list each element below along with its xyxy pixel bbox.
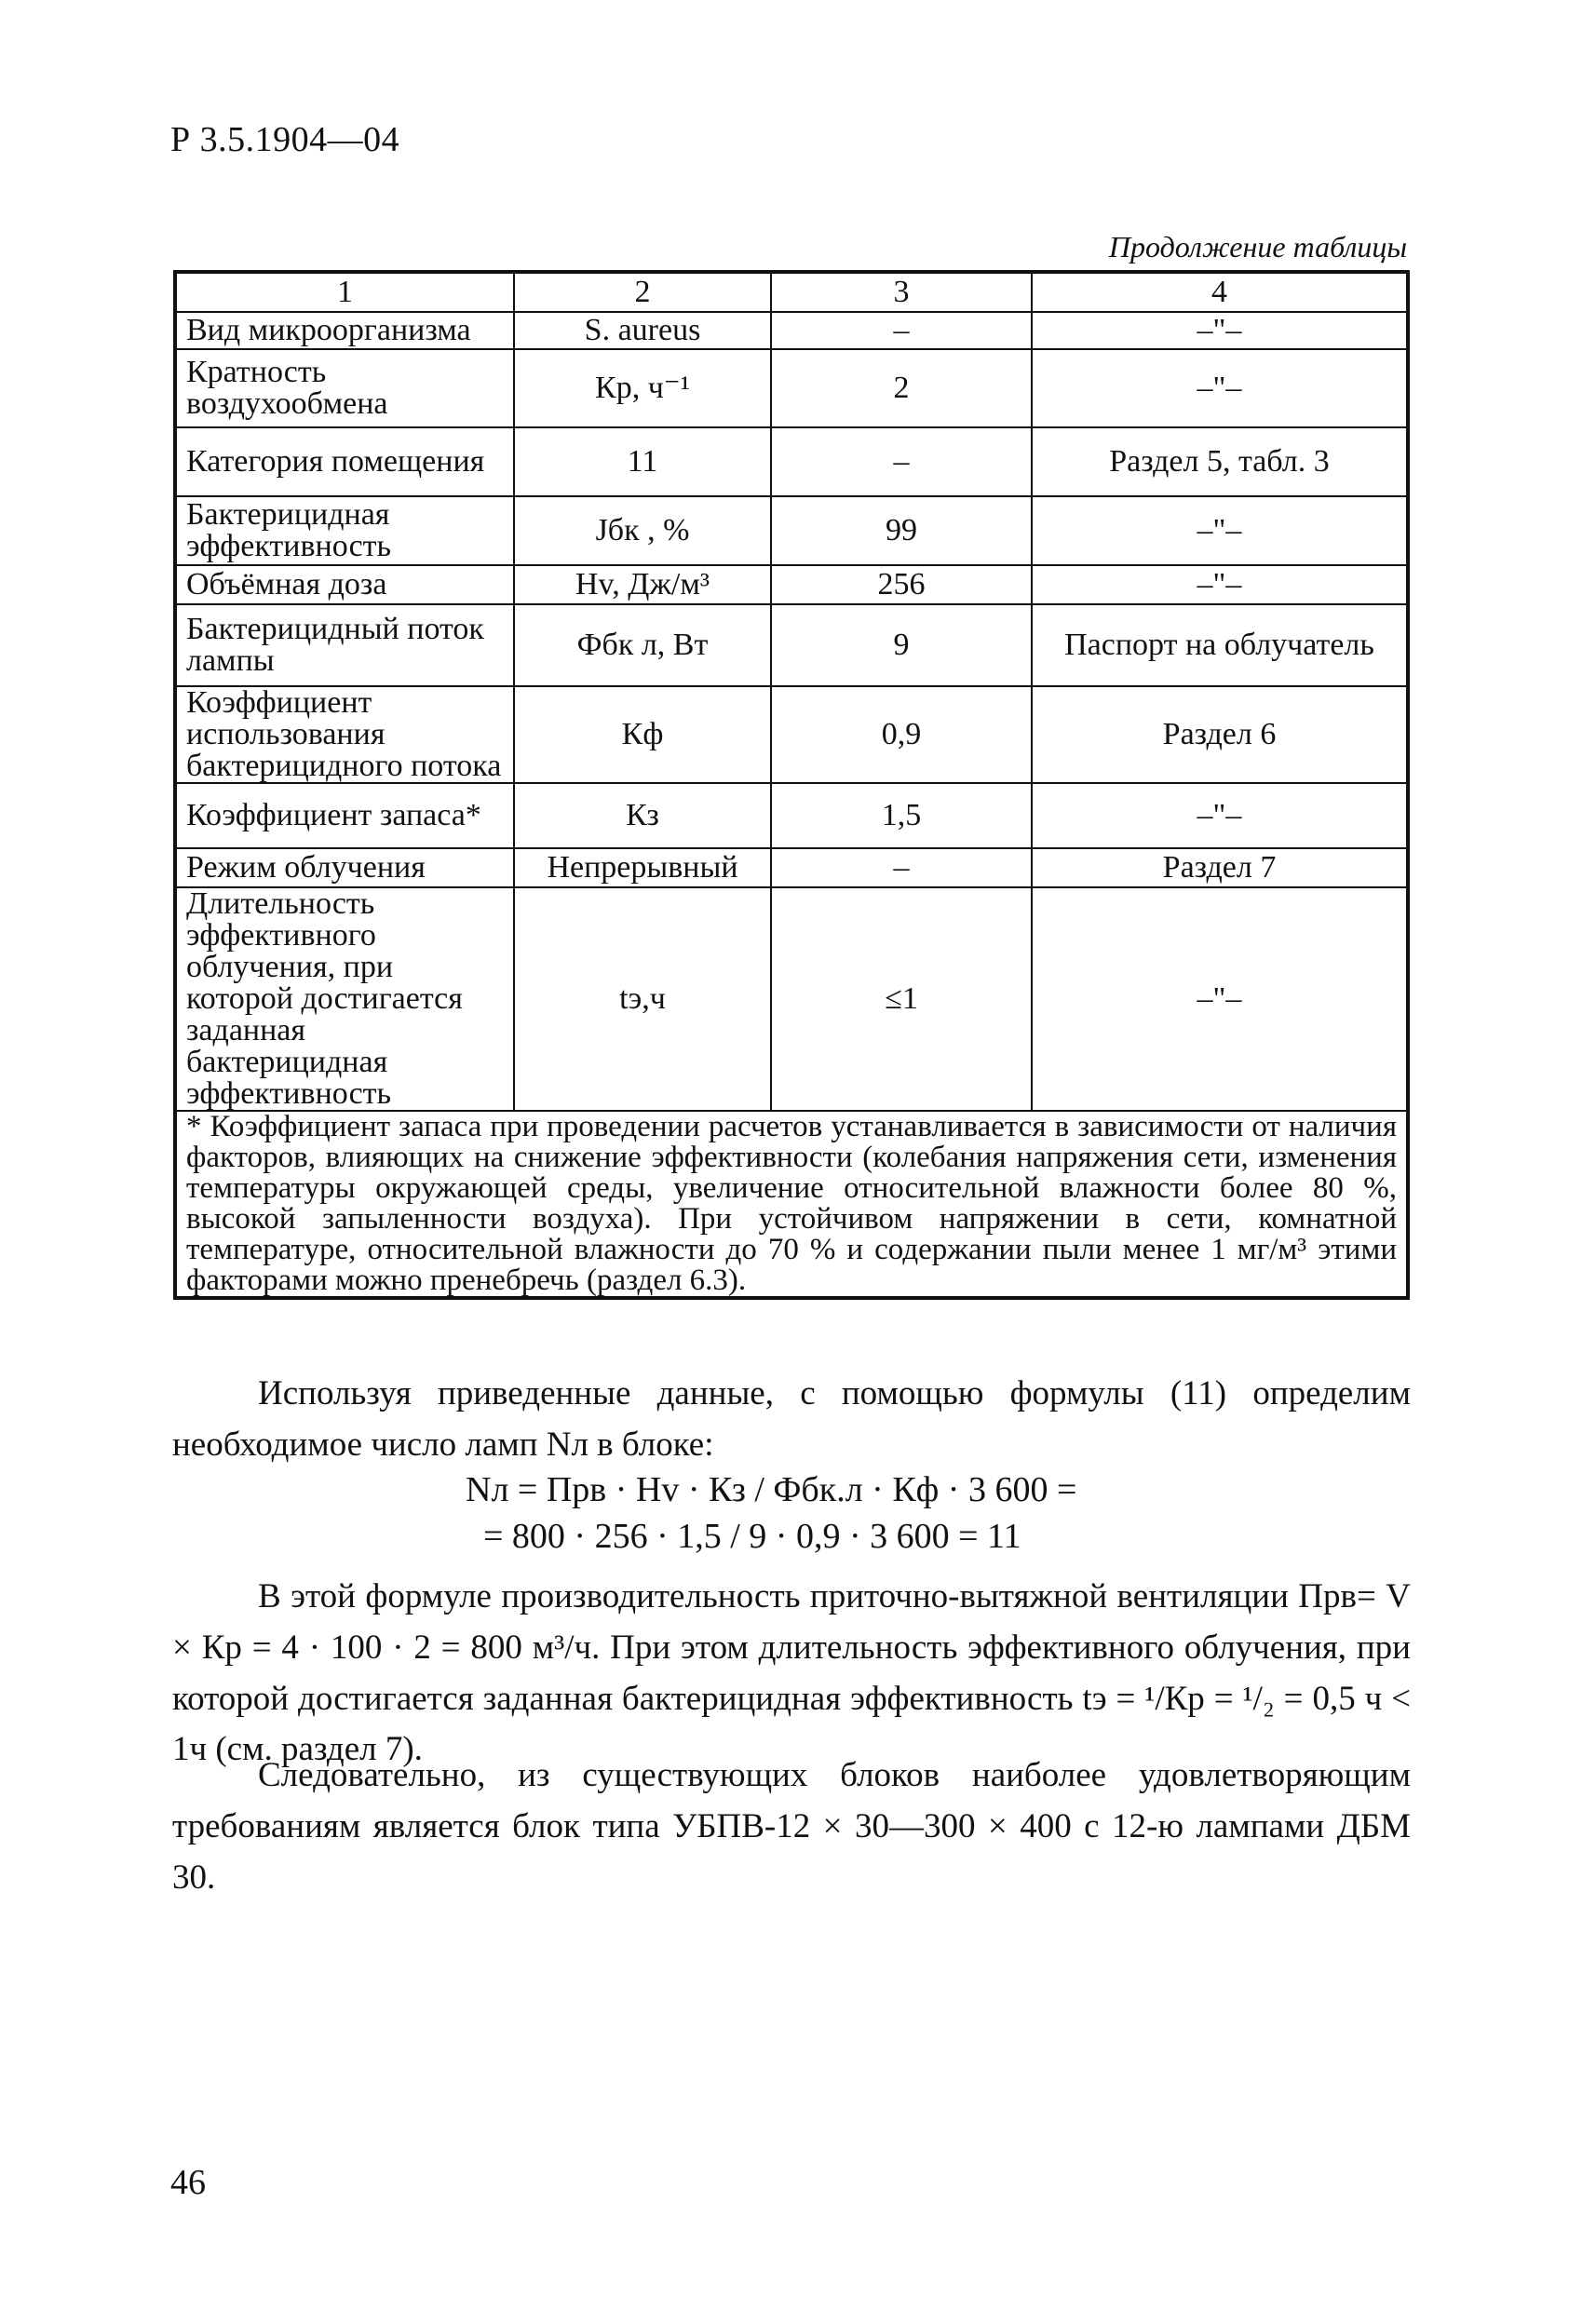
param-symbol: S. aureus — [514, 312, 771, 349]
document-code: Р 3.5.1904—04 — [170, 120, 400, 159]
column-header: 3 — [771, 272, 1032, 312]
table-row — [175, 686, 1408, 783]
param-symbol: Фбк л, Вт — [514, 604, 771, 686]
param-source: Паспорт на облучатель — [1032, 604, 1408, 686]
table-row — [175, 783, 1408, 848]
param-symbol: 11 — [514, 427, 771, 496]
param-symbol: Кз — [514, 783, 771, 848]
param-symbol: Jбк , % — [514, 496, 771, 565]
table-footnote: * Коэффициент запаса при проведении расчетов устанавливается в зависимости от наличия факторов, влияющих на снижение эффективности (колебания напряжения сети, изменения температуры окружающей среды, увеличение относительной влажности более 80 %, высокой запыленности воздуха). При устойчивом напряжении в сети, комнатной температуре, относительной влажности до 70 % и содержании пыли менее 1 мг/м³ этими факторами можно пренебречь (раздел 6.3). — [175, 1111, 1408, 1298]
param-value: 1,5 — [771, 783, 1032, 848]
param-name: Коэффициент использования бактерицидного потока — [175, 686, 514, 783]
table-row — [175, 312, 1408, 349]
param-name: Категория помещения — [175, 427, 514, 496]
param-name: Бактерицидный поток лампы — [175, 604, 514, 686]
param-value: – — [771, 312, 1032, 349]
param-source: –"– — [1032, 349, 1408, 427]
param-value: 99 — [771, 496, 1032, 565]
param-source: Раздел 6 — [1032, 686, 1408, 783]
table-row — [175, 427, 1408, 496]
paragraph: Следовательно, из существующих блоков наиболее удовлетворяющим требованиям является блок типа УБПВ-12 × 30—300 × 400 с 12-ю лампами ДБМ 30. — [172, 1756, 1411, 1897]
column-header: 4 — [1032, 272, 1408, 312]
param-source: –"– — [1032, 887, 1408, 1111]
table-continuation-label: Продолжение таблицы — [1108, 230, 1407, 264]
param-value: 256 — [771, 565, 1032, 604]
column-header: 2 — [514, 272, 771, 312]
parameters-table — [173, 270, 1410, 1300]
param-name: Кратность воздухообмена — [175, 349, 514, 427]
table-row — [175, 496, 1408, 565]
table-row — [175, 848, 1408, 887]
param-symbol: Hv, Дж/м³ — [514, 565, 771, 604]
param-source: –"– — [1032, 565, 1408, 604]
param-value: – — [771, 427, 1032, 496]
param-symbol: Кр, ч⁻¹ — [514, 349, 771, 427]
formula-line: = 800 · 256 · 1,5 / 9 · 0,9 · 3 600 = 11 — [483, 1517, 1021, 1556]
param-source: –"– — [1032, 496, 1408, 565]
param-name: Объёмная доза — [175, 565, 514, 604]
param-source: Раздел 7 — [1032, 848, 1408, 887]
param-symbol: Непрерывный — [514, 848, 771, 887]
param-source: Раздел 5, табл. 3 — [1032, 427, 1408, 496]
paragraph: В этой формуле производительность приточно-вытяжной вентиляции Прв= V × Кр = 4 · 100 · 2 = 800 м³/ч. При этом длительность эффективного облучения, при которой достигается заданная бактерицидная эффективность tэ = ¹/Кр = ¹/₂ = 0,5 ч < 1ч (см. раздел 7). — [172, 1577, 1411, 1769]
param-name: Режим облучения — [175, 848, 514, 887]
param-source: –"– — [1032, 783, 1408, 848]
param-name: Бактерицидная эффективность — [175, 496, 514, 565]
table-row — [175, 887, 1408, 1111]
param-symbol: Кф — [514, 686, 771, 783]
table-header-row — [175, 272, 1408, 312]
param-value: ≤1 — [771, 887, 1032, 1111]
param-source: –"– — [1032, 312, 1408, 349]
table-row — [175, 565, 1408, 604]
param-name: Длительность эффективного облучения, при которой достигается заданная бактерицидная эффективность — [175, 887, 514, 1111]
param-value: 9 — [771, 604, 1032, 686]
param-symbol: tэ,ч — [514, 887, 771, 1111]
formula-line: Nл = Прв · Hv · Кз / Фбк.л · Кф · 3 600 = — [466, 1470, 1077, 1509]
footnote-row — [175, 1111, 1408, 1298]
column-header: 1 — [175, 272, 514, 312]
param-value: 2 — [771, 349, 1032, 427]
table-row — [175, 349, 1408, 427]
param-name: Коэффициент запаса* — [175, 783, 514, 848]
paragraph: Используя приведенные данные, с помощью формулы (11) определим необходимое число ламп Nл в блоке: — [172, 1374, 1411, 1464]
page-number: 46 — [170, 2163, 206, 2202]
param-name: Вид микроорганизма — [175, 312, 514, 349]
param-value: – — [771, 848, 1032, 887]
param-value: 0,9 — [771, 686, 1032, 783]
table-row — [175, 604, 1408, 686]
